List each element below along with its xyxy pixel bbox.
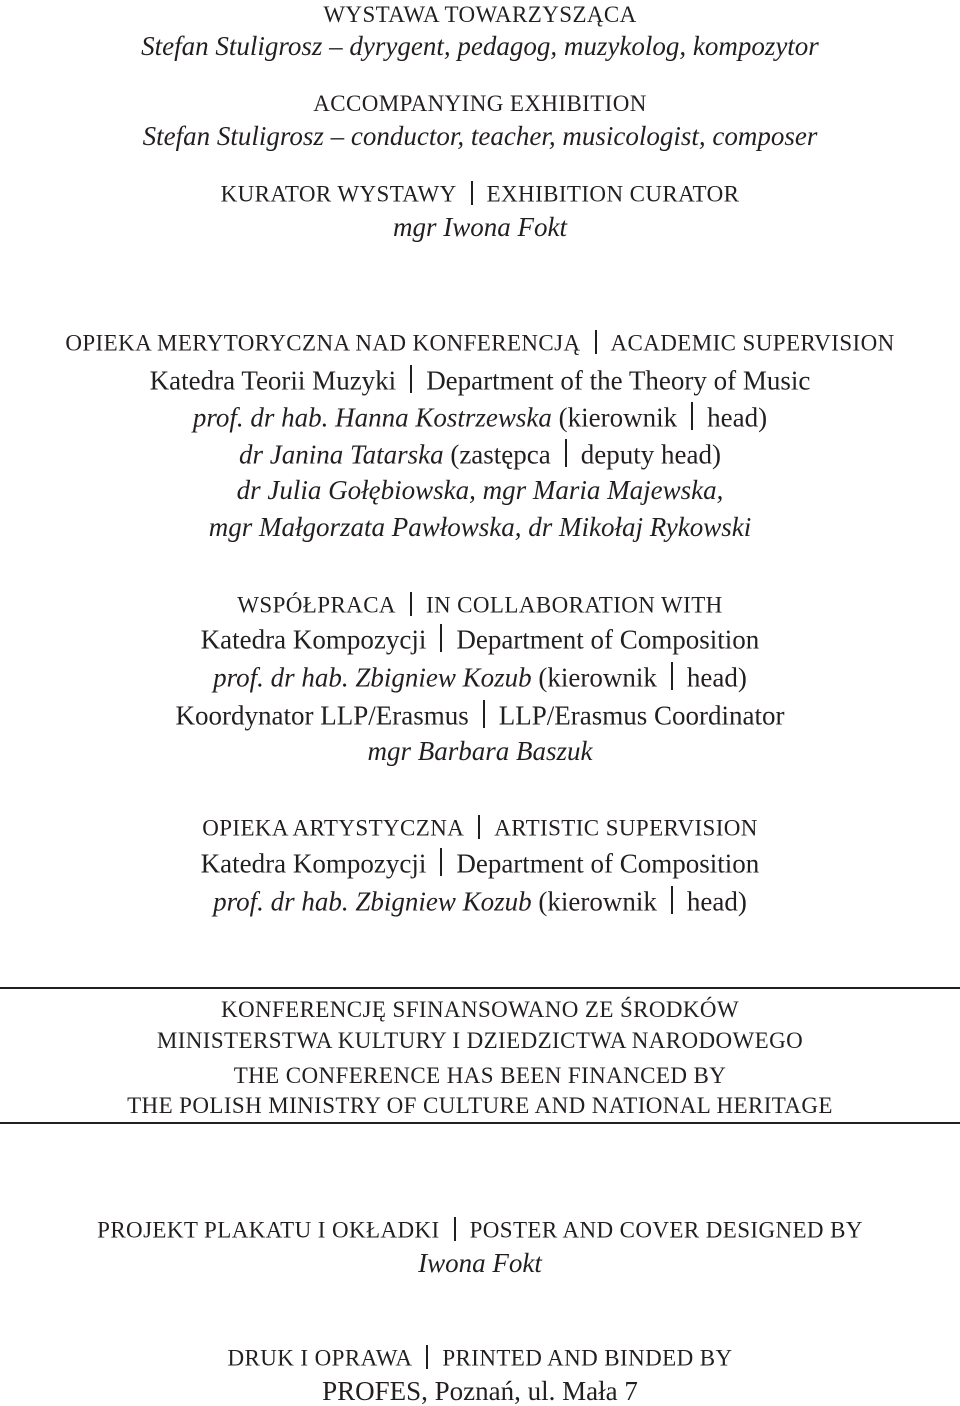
head-name: prof. dr hab. Zbigniew Kozub (213, 886, 532, 917)
head-role-en: head) (686, 662, 747, 693)
separator-bar (440, 624, 442, 652)
separator-bar (691, 402, 693, 430)
coordinator-title-en: LLP/Erasmus Coordinator (498, 700, 785, 731)
department-name-pl: Katedra Kompozycji (200, 624, 427, 655)
artistic-supervision-head (0, 886, 960, 915)
head-role-pl: (kierownik (538, 662, 657, 693)
erasmus-coordinator (0, 700, 960, 729)
curator-heading-pl: KURATOR WYSTAWY (220, 181, 457, 207)
designer-name: Iwona Fokt (418, 1248, 542, 1278)
design-heading-en: POSTER AND COVER DESIGNED BY (469, 1217, 863, 1243)
bottom-horizontal-rule (0, 1122, 960, 1124)
curator-heading-en: EXHIBITION CURATOR (486, 181, 740, 207)
head-role-en: head) (686, 886, 747, 917)
head-role-pl: (kierownik (558, 402, 678, 433)
exhibition-title-pl: Stefan Stuligrosz – dyrygent, pedagog, muzykolog, kompozytor (141, 31, 819, 61)
curator-name: mgr Iwona Fokt (393, 212, 567, 242)
head-name: prof. dr hab. Hanna Kostrzewska (192, 402, 552, 433)
academic-supervision-head (0, 402, 960, 431)
separator-bar (410, 592, 412, 616)
deputy-name: dr Janina Tatarska (239, 439, 444, 470)
top-horizontal-rule (0, 987, 960, 989)
collaboration-heading-en: IN COLLABORATION WITH (425, 592, 723, 618)
separator-bar (410, 365, 412, 393)
separator-bar (671, 886, 673, 914)
separator-bar (671, 662, 673, 690)
exhibition-title-en: Stefan Stuligrosz – conductor, teacher, musicologist, composer (142, 121, 818, 151)
separator-bar (426, 1345, 428, 1369)
head-name: prof. dr hab. Zbigniew Kozub (213, 662, 532, 693)
members-line-2: mgr Małgorzata Pawłowska, dr Mikołaj Rykowski (208, 512, 752, 542)
exhibition-heading-en: ACCOMPANYING EXHIBITION (313, 91, 647, 116)
collaboration-head (0, 662, 960, 691)
printing-heading (0, 1345, 960, 1370)
exhibition-heading-pl: WYSTAWA TOWARZYSZĄCA (323, 2, 637, 27)
separator-bar (471, 181, 473, 205)
department-name-pl: Katedra Kompozycji (200, 848, 427, 879)
department-name-pl: Katedra Teorii Muzyki (149, 365, 397, 396)
deputy-role-pl: (zastępca (450, 439, 551, 470)
artistic-supervision-heading-en: ARTISTIC SUPERVISION (494, 815, 758, 841)
artistic-supervision-heading (0, 815, 960, 840)
artistic-supervision-department (0, 848, 960, 877)
separator-bar (483, 700, 485, 728)
academic-supervision-heading-pl: OPIEKA MERYTORYCZNA NAD KONFERENCJĄ (65, 330, 581, 356)
department-name-en: Department of Composition (456, 848, 760, 879)
head-role-pl: (kierownik (538, 886, 657, 917)
separator-bar (454, 1217, 456, 1241)
collaboration-heading-pl: WSPÓŁPRACA (237, 592, 396, 618)
academic-supervision-heading (0, 330, 960, 355)
collaboration-department (0, 624, 960, 653)
coordinator-name: mgr Barbara Baszuk (367, 736, 593, 766)
curator-heading (0, 181, 960, 206)
funding-line-3: THE CONFERENCE HAS BEEN FINANCED BY (233, 1063, 727, 1088)
academic-supervision-deputy (0, 439, 960, 468)
printing-heading-en: PRINTED AND BINDED BY (442, 1345, 733, 1371)
department-name-en: Department of the Theory of Music (426, 365, 811, 396)
separator-bar (565, 439, 567, 467)
members-line-1: dr Julia Gołębiowska, mgr Maria Majewska, (236, 475, 724, 505)
separator-bar (440, 848, 442, 876)
funding-line-4: THE POLISH MINISTRY OF CULTURE AND NATIONAL HERITAGE (127, 1093, 833, 1118)
artistic-supervision-heading-pl: OPIEKA ARTYSTYCZNA (202, 815, 465, 841)
separator-bar (595, 330, 597, 354)
deputy-role-en: deputy head) (580, 439, 721, 470)
department-name-en: Department of Composition (456, 624, 760, 655)
funding-line-2: MINISTERSTWA KULTURY I DZIEDZICTWA NARODOWEGO (156, 1028, 804, 1053)
academic-supervision-department (0, 365, 960, 394)
head-role-en: head) (707, 402, 768, 433)
coordinator-title-pl: Koordynator LLP/Erasmus (175, 700, 469, 731)
funding-line-1: KONFERENCJĘ SFINANSOWANO ZE ŚRODKÓW (220, 997, 740, 1022)
printing-heading-pl: DRUK I OPRAWA (227, 1345, 413, 1371)
academic-supervision-heading-en: ACADEMIC SUPERVISION (610, 330, 895, 356)
collaboration-heading (0, 592, 960, 617)
separator-bar (478, 815, 480, 839)
printer-name: PROFES, Poznań, ul. Mała 7 (322, 1376, 638, 1406)
design-heading (0, 1217, 960, 1242)
design-heading-pl: PROJEKT PLAKATU I OKŁADKI (97, 1217, 440, 1243)
